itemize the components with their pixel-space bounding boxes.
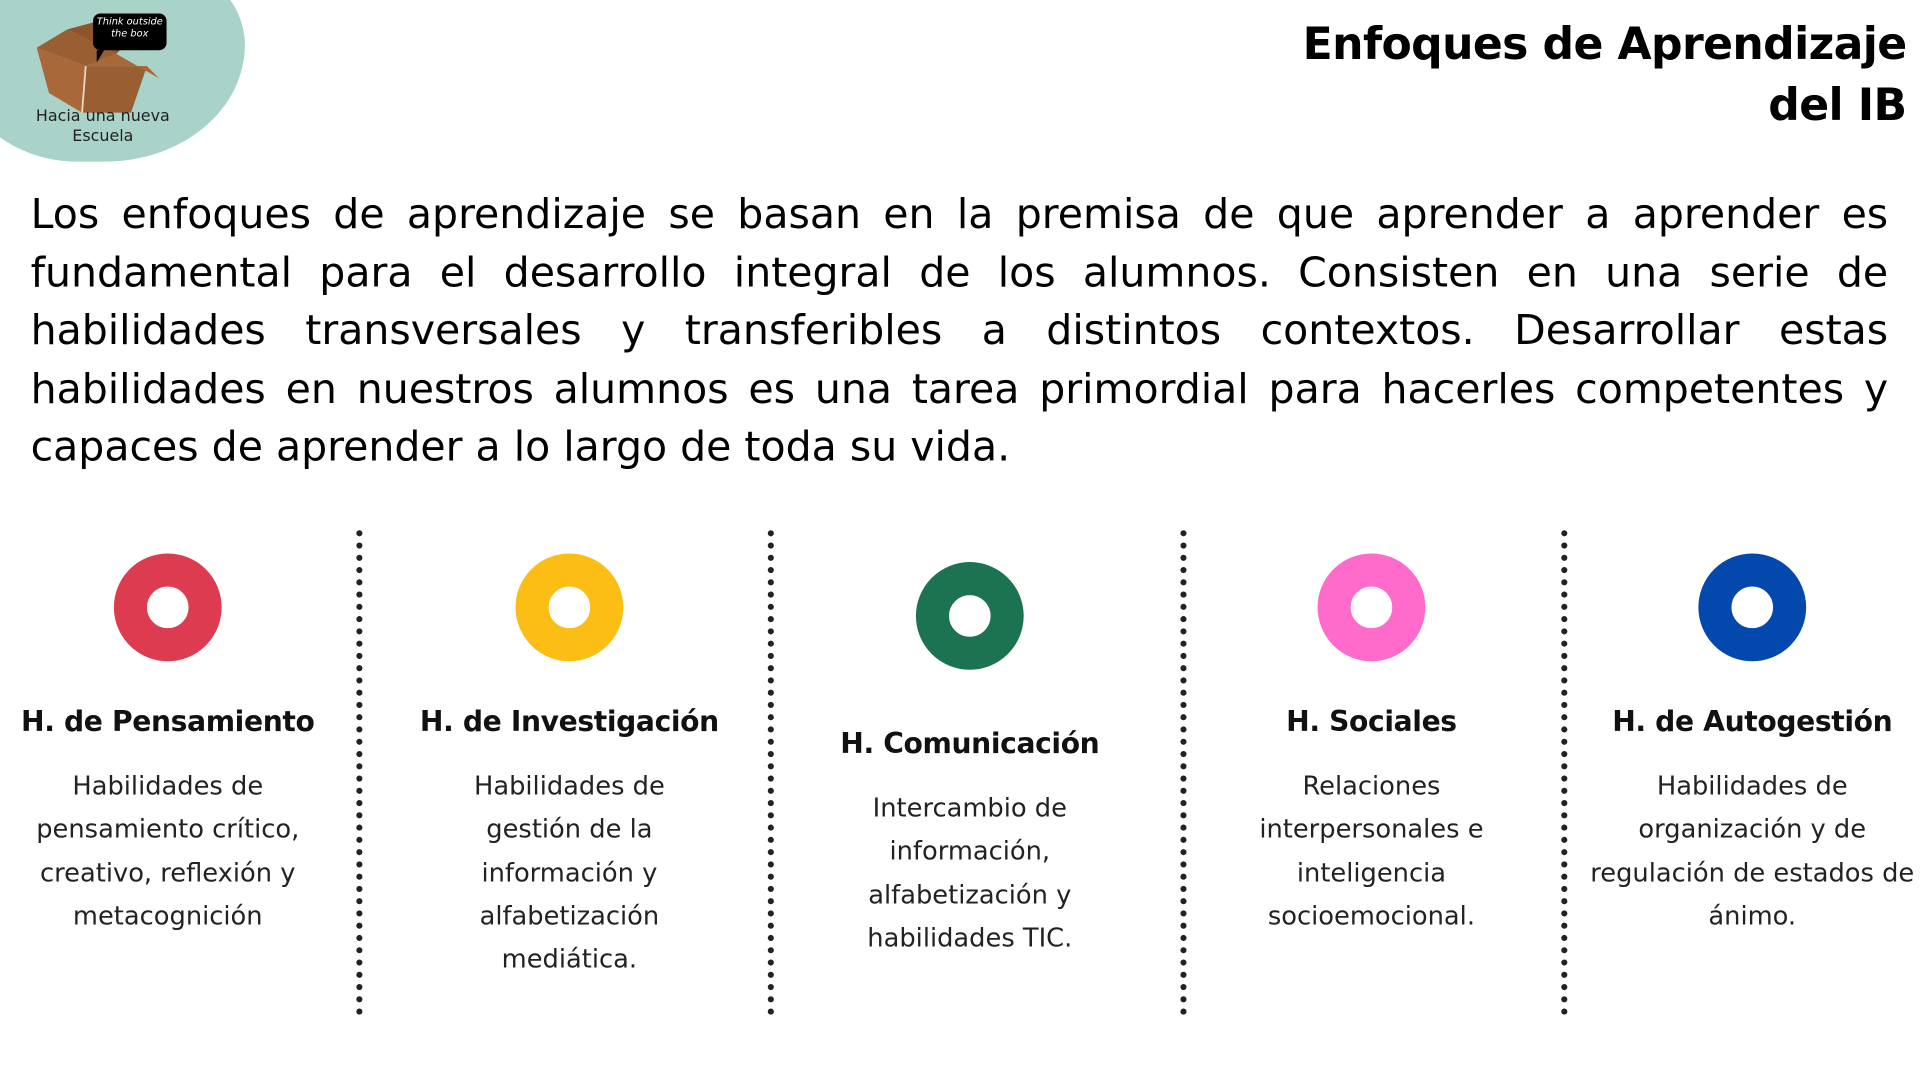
logo-bubble: Think outside the box <box>93 13 166 50</box>
skill-description: Habilidades de organización y de regulación de estados de ánimo. <box>1590 771 1915 931</box>
circle-icon <box>114 553 222 661</box>
skill-description: Habilidades de gestión de la información y alfabetización mediática. <box>473 771 665 974</box>
skill-title: H. Sociales <box>1286 706 1457 739</box>
logo-name: Hacia una nueva Escuela <box>35 107 170 146</box>
title-line-1: Enfoques de Aprendizaje <box>1302 19 1907 70</box>
skill-comunicacion <box>804 562 1135 960</box>
skill-description: Relaciones interpersonales e inteligencia socioemocional. <box>1259 771 1484 931</box>
skill-description: Habilidades de pensamiento crítico, creativo, reflexión y metacognición <box>36 771 300 931</box>
skill-description: Intercambio de información, alfabetización y habilidades TIC. <box>867 793 1073 953</box>
skill-sociales <box>1206 553 1537 938</box>
skill-pensamiento <box>2 553 333 938</box>
page-title <box>1303 15 1907 137</box>
skill-title: H. Comunicación <box>840 728 1100 761</box>
circle-icon <box>916 562 1024 670</box>
skill-title: H. de Investigación <box>419 706 719 739</box>
intro-paragraph: Los enfoques de aprendizaje se basan en la premisa de que aprender a aprender es fundamental para el desarrollo integral de los alumnos. Consisten en una serie de habilidades transversales y transferibles a distintos contextos. Desarrollar estas habilidades en nuestros alumnos es una tarea primordial para hacerles competentes y capaces de aprender a lo largo de toda su vida. <box>30 189 1889 471</box>
divider <box>768 530 774 1015</box>
circle-icon <box>1318 553 1426 661</box>
circle-icon <box>516 553 624 661</box>
divider <box>356 530 362 1015</box>
title-line-2: del IB <box>1768 80 1907 132</box>
divider <box>1180 530 1186 1015</box>
skill-title: H. de Pensamiento <box>21 706 315 739</box>
skill-title: H. de Autogestión <box>1612 706 1893 739</box>
skill-investigacion <box>404 553 735 981</box>
skill-autogestion <box>1587 553 1918 938</box>
circle-icon <box>1698 553 1806 661</box>
divider <box>1561 530 1567 1015</box>
